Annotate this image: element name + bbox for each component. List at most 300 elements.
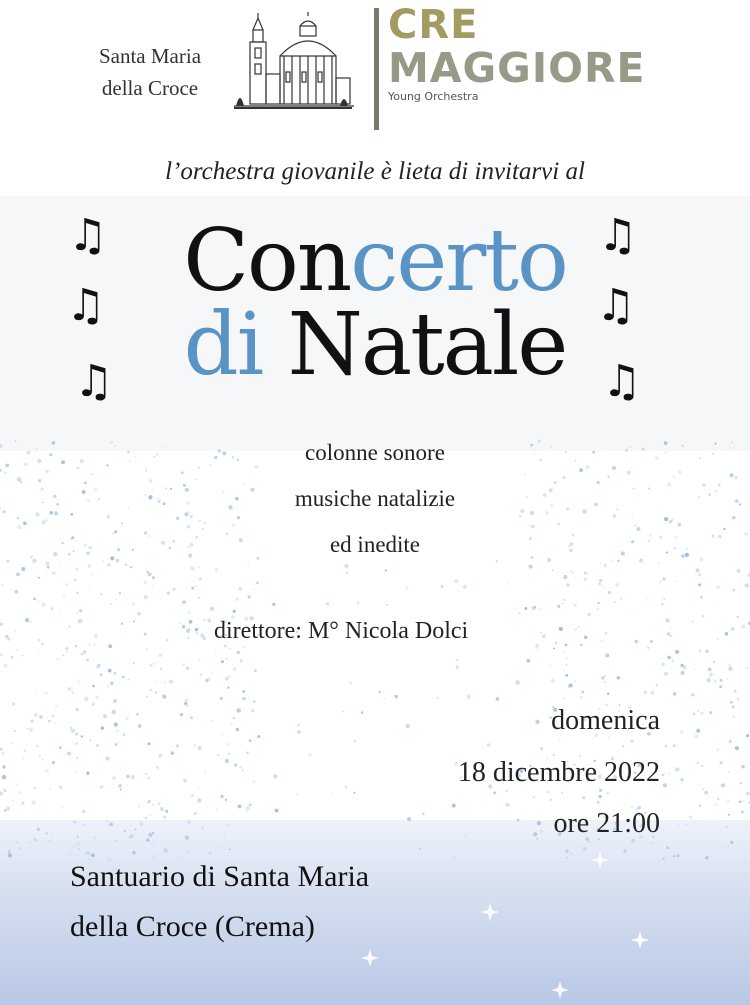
sparkle-dot	[350, 682, 352, 684]
sparkle-dot	[716, 638, 718, 640]
sparkle-dot	[176, 745, 178, 747]
sparkle-dot	[741, 625, 745, 629]
sparkle-dot	[702, 788, 704, 790]
sparkle-dot	[273, 774, 277, 778]
sparkle-dot	[121, 522, 123, 524]
sparkle-dot	[647, 599, 649, 601]
sparkle-dot	[212, 720, 213, 721]
sparkle-dot	[233, 610, 236, 613]
sparkle-dot	[130, 566, 132, 568]
sparkle-dot	[217, 754, 220, 757]
sparkle-dot	[493, 791, 496, 794]
sparkle-dot	[59, 786, 63, 790]
sparkle-dot	[689, 815, 693, 819]
sparkle-dot	[42, 520, 46, 524]
sparkle-dot	[531, 525, 535, 529]
sparkle-dot	[422, 813, 425, 816]
sparkle-dot	[549, 798, 552, 801]
sparkle-dot	[137, 612, 141, 616]
sparkle-dot	[83, 650, 87, 654]
sparkle-dot	[29, 728, 33, 732]
sparkle-dot	[186, 850, 189, 853]
sparkle-dot	[56, 658, 58, 660]
sparkle-dot	[728, 771, 730, 773]
sparkle-dot	[116, 559, 120, 563]
sparkle-dot	[67, 651, 68, 652]
sparkle-dot	[156, 766, 159, 769]
sparkle-dot	[588, 840, 591, 843]
title-line-2	[0, 295, 750, 395]
sparkle-dot	[148, 800, 151, 803]
sparkle-dot	[678, 824, 679, 825]
logo-cre: CRE	[388, 2, 479, 48]
title-line-1	[0, 211, 750, 311]
sparkle-dot	[454, 579, 458, 583]
sparkle-dot	[658, 562, 660, 564]
sparkle-dot	[229, 648, 230, 649]
sparkle-dot	[42, 478, 44, 480]
sparkle-dot	[713, 603, 715, 605]
sparkle-dot	[257, 735, 260, 738]
sparkle-dot	[12, 702, 15, 705]
sparkle-dot	[385, 569, 387, 571]
sparkle-dot	[714, 680, 717, 683]
sparkle-dot	[76, 771, 78, 773]
sparkle-dot	[563, 697, 565, 699]
sparkle-dot	[19, 792, 20, 793]
sparkle-dot	[667, 656, 671, 660]
sparkle-dot	[21, 802, 24, 805]
sparkle-dot	[221, 733, 223, 735]
event-day: domenica	[551, 705, 660, 736]
sparkle-dot	[146, 648, 148, 650]
music-note-icon: ♫	[74, 356, 114, 407]
sparkle-dot	[662, 774, 665, 777]
sparkle-dot	[62, 654, 64, 656]
sparkle-dot	[8, 853, 12, 857]
sparkle-dot	[238, 804, 242, 808]
sparkle-dot	[598, 602, 600, 604]
sparkle-dot	[215, 649, 217, 651]
sparkle-dot	[533, 797, 534, 798]
sparkle-dot	[38, 479, 41, 482]
sparkle-dot	[536, 838, 538, 840]
sparkle-dot	[605, 653, 609, 657]
title-di: di	[183, 295, 263, 395]
sparkle-dot	[721, 783, 725, 787]
sparkle-dot	[226, 658, 228, 660]
sparkle-dot	[253, 588, 255, 590]
sparkle-dot	[580, 696, 582, 698]
sparkle-dot	[220, 697, 223, 700]
sparkle-dot	[611, 560, 613, 562]
sparkle-dot	[0, 748, 2, 751]
sparkle-dot	[92, 703, 94, 705]
sparkle-dot	[75, 742, 78, 745]
sparkle-dot	[465, 835, 466, 836]
sparkle-dot	[202, 528, 203, 529]
logo-divider	[374, 8, 379, 130]
music-note-icon: ♫	[598, 210, 638, 261]
sparkle-dot	[694, 734, 698, 738]
sparkle-dot	[680, 778, 684, 782]
sparkle-dot	[678, 471, 681, 474]
sparkle-dot	[308, 753, 311, 756]
sparkle-dot	[623, 850, 626, 853]
sparkle-dot	[126, 775, 130, 779]
sparkle-dot	[33, 838, 37, 842]
sparkle-dot	[614, 601, 616, 603]
sparkle-dot	[572, 572, 573, 573]
sparkle-dot	[574, 628, 577, 631]
sparkle-dot	[0, 469, 2, 472]
sparkle-dot	[133, 603, 135, 605]
sparkle-dot	[727, 845, 728, 846]
sparkle-dot	[4, 472, 7, 475]
sparkle-dot	[183, 664, 185, 666]
sparkle-dot	[604, 681, 606, 683]
sparkle-dot	[563, 599, 565, 601]
sparkle-dot	[51, 607, 54, 610]
sparkle-dot	[622, 745, 624, 747]
sparkle-dot	[196, 632, 198, 634]
sparkle-dot	[608, 476, 610, 478]
sparkle-dot	[76, 835, 79, 838]
title-con: Con	[183, 211, 351, 311]
sparkle-dot	[52, 572, 55, 575]
sparkle-dot	[621, 598, 623, 600]
sparkle-dot	[532, 606, 536, 610]
sparkle-dot	[133, 597, 134, 598]
sparkle-dot	[694, 669, 695, 670]
sparkle-dot	[736, 569, 740, 573]
sparkle-dot	[227, 686, 230, 689]
sparkle-dot	[518, 612, 521, 615]
sparkle-dot	[71, 728, 75, 732]
sparkle-dot	[32, 559, 36, 563]
sparkle-dot	[661, 603, 663, 605]
sparkle-dot	[163, 815, 166, 818]
sparkle-dot	[58, 565, 60, 567]
sparkle-dot	[574, 680, 576, 682]
sparkle-dot	[95, 696, 98, 699]
sparkle-dot	[185, 699, 188, 702]
sparkle-dot	[353, 792, 355, 794]
sparkle-dot	[71, 513, 74, 516]
sparkle-dot	[496, 697, 500, 701]
sparkle-dot	[36, 512, 40, 516]
sparkle-dot	[133, 620, 135, 622]
sparkle-dot	[713, 661, 715, 663]
sparkle-dot	[225, 677, 229, 681]
sparkle-dot	[673, 855, 675, 857]
program-item: colonne sonore	[305, 440, 445, 465]
sparkle-dot	[650, 691, 654, 695]
sparkle-dot	[36, 745, 38, 747]
sparkle-dot	[73, 820, 76, 823]
sparkle-dot	[225, 799, 227, 801]
sparkle-dot	[555, 642, 557, 644]
sparkle-dot	[131, 775, 135, 779]
sparkle-dot	[540, 829, 544, 833]
sparkle-dot	[226, 823, 229, 826]
sparkle-dot	[663, 598, 665, 600]
sparkle-dot	[0, 791, 3, 795]
sparkle-dot	[599, 579, 602, 582]
sparkle-dot	[195, 479, 197, 481]
sparkle-dot	[115, 743, 118, 746]
sparkle-dot	[165, 810, 168, 813]
sparkle-dot	[197, 798, 201, 802]
sparkle-dot	[597, 609, 599, 611]
sparkle-dot	[533, 832, 537, 836]
sparkle-dot	[553, 647, 555, 649]
sparkle-dot	[615, 583, 618, 586]
sparkle-dot	[3, 789, 6, 792]
sparkle-dot	[570, 852, 573, 855]
sparkle-dot	[121, 623, 123, 625]
sparkle-dot	[662, 857, 665, 860]
sparkle-dot	[46, 470, 49, 473]
sparkle-dot	[176, 517, 179, 520]
sparkle-dot	[563, 476, 566, 479]
sparkle-dot	[711, 821, 713, 823]
sparkle-dot	[728, 814, 730, 816]
sparkle-dot	[146, 838, 150, 842]
sparkle-dot	[361, 711, 364, 714]
sparkle-dot	[529, 565, 533, 569]
sparkle-dot	[17, 517, 19, 519]
sparkle-dot	[597, 481, 600, 484]
sparkle-dot	[99, 673, 102, 676]
sparkle-dot	[700, 712, 703, 715]
sparkle-dot	[248, 565, 249, 566]
sparkle-dot	[236, 728, 239, 731]
sparkle-dot	[612, 466, 616, 470]
church-name	[70, 40, 230, 104]
music-note-icon: ♫	[68, 210, 108, 261]
sparkle-dot	[452, 804, 456, 808]
sparkle-dot	[226, 743, 229, 746]
sparkle-dot	[112, 776, 116, 780]
sparkle-dot	[187, 525, 191, 529]
sparkle-dot	[140, 823, 143, 826]
sparkle-dot	[0, 623, 3, 626]
sparkle-dot	[90, 740, 91, 741]
sparkle-dot	[107, 563, 110, 566]
sparkle-dot	[145, 469, 147, 471]
sparkle-dot	[118, 742, 119, 743]
sparkle-dot	[106, 820, 108, 822]
sparkle-dot	[153, 663, 154, 664]
sparkle-dot	[604, 632, 607, 635]
sparkle-dot	[75, 645, 77, 647]
sparkle-dot	[437, 697, 439, 699]
sparkle-dot	[235, 598, 239, 602]
sparkle-dot	[86, 659, 89, 662]
sparkle-dot	[18, 847, 21, 850]
sparkle-dot	[705, 650, 709, 654]
sparkle-dot	[737, 616, 739, 618]
sparkle-dot	[741, 765, 744, 768]
sparkle-dot	[185, 836, 189, 840]
sparkle-dot	[187, 820, 191, 824]
sparkle-dot	[159, 653, 163, 657]
sparkle-dot	[14, 730, 16, 732]
director: direttore: M° Nicola Dolci	[214, 618, 469, 644]
sparkle-dot	[16, 784, 18, 786]
sparkle-dot	[151, 843, 154, 846]
sparkle-dot	[732, 705, 736, 709]
sparkle-dot	[179, 623, 180, 624]
sparkle-dot	[214, 568, 218, 572]
sparkle-dot	[666, 846, 669, 849]
sparkle-dot	[16, 649, 17, 650]
sparkle-dot	[746, 792, 750, 796]
sparkle-dot	[406, 724, 410, 728]
sparkle-dot	[181, 471, 184, 474]
sparkle-dot	[564, 670, 565, 671]
sparkle-dot	[45, 769, 49, 773]
sparkle-dot	[666, 618, 670, 622]
sparkle-dot	[169, 680, 173, 684]
sparkle-dot	[720, 679, 723, 682]
sparkle-dot	[539, 609, 541, 611]
sparkle-dot	[158, 754, 162, 758]
sparkle-dot	[707, 678, 711, 682]
music-note-icon: ♫	[602, 356, 642, 407]
sparkle-dot	[17, 525, 21, 529]
sparkle-dot	[103, 714, 107, 718]
sparkle-dot	[65, 583, 67, 585]
sparkle-dot	[584, 578, 587, 581]
sparkle-dot	[38, 649, 40, 651]
sparkle-dot	[107, 515, 111, 519]
sparkle-dot	[746, 734, 749, 737]
sparkle-dot	[221, 758, 223, 760]
sparkle-dot	[745, 583, 749, 587]
sparkle-dot	[160, 667, 163, 670]
sparkle-dot	[225, 759, 229, 763]
title-certo: certo	[350, 211, 567, 311]
sparkle-dot	[79, 619, 83, 623]
sparkle-dot	[126, 632, 127, 633]
sparkle-dot	[219, 846, 221, 848]
sparkle-dot	[740, 782, 742, 784]
sparkle-dot	[630, 740, 633, 743]
sparkle-dot	[246, 810, 248, 812]
sparkle-dot	[36, 689, 38, 691]
sparkle-dot	[571, 570, 573, 572]
sparkle-dot	[734, 476, 737, 479]
sparkle-dot	[49, 788, 50, 789]
sparkle-dot	[112, 710, 116, 714]
sparkle-dot	[647, 647, 649, 649]
title-natale: Natale	[287, 295, 567, 395]
sparkle-dot	[200, 673, 202, 675]
sparkle-dot	[116, 599, 117, 600]
sparkle-dot	[238, 587, 242, 591]
sparkle-dot	[578, 626, 580, 628]
sparkle-dot	[173, 588, 176, 591]
sparkle-dot	[537, 648, 539, 650]
sparkle-dot	[467, 695, 471, 699]
sparkle-dot	[331, 792, 332, 793]
sparkle-dot	[98, 664, 101, 667]
sparkle-dot	[37, 828, 40, 831]
sparkle-dot	[34, 787, 36, 789]
sparkle-dot	[598, 582, 601, 585]
sparkle-dot	[634, 640, 638, 644]
sparkle-dot	[246, 806, 250, 810]
sparkle-dot	[326, 602, 329, 605]
sparkle-dot	[198, 786, 200, 788]
sparkle-dot	[76, 591, 79, 594]
sparkle-dot	[86, 851, 90, 855]
sparkle-dot	[91, 473, 93, 475]
sparkle-dot	[12, 742, 13, 743]
sparkle-dot	[604, 586, 605, 587]
sparkle-dot	[119, 592, 121, 594]
sparkle-dot	[599, 795, 602, 798]
sparkle-dot	[78, 681, 80, 683]
sparkle-dot	[45, 519, 47, 521]
sparkle-dot	[540, 747, 543, 750]
sparkle-dot	[704, 791, 708, 795]
sparkle-dot	[507, 583, 509, 585]
sparkle-dot	[21, 615, 22, 616]
sparkle-dot	[2, 584, 4, 586]
star-glint	[361, 949, 379, 967]
sparkle-dot	[206, 678, 210, 682]
sparkle-dot	[110, 669, 111, 670]
sparkle-dot	[88, 565, 91, 568]
sparkle-dot	[75, 708, 78, 711]
sparkle-dot	[144, 817, 147, 820]
event-date: 18 dicembre 2022	[457, 757, 660, 788]
sparkle-dot	[526, 659, 530, 663]
sparkle-dot	[253, 781, 256, 784]
sparkle-dot	[728, 667, 732, 671]
sparkle-dot	[28, 516, 29, 517]
sparkle-dot	[244, 646, 245, 647]
sparkle-dot	[153, 855, 156, 858]
sparkle-dot	[48, 720, 51, 723]
sparkle-dot	[130, 834, 134, 838]
sparkle-dot	[297, 730, 301, 734]
sparkle-dot	[242, 690, 245, 693]
sparkle-dot	[599, 789, 602, 792]
sparkle-dot	[357, 601, 359, 603]
sparkle-dot	[256, 581, 259, 584]
sparkle-dot	[237, 708, 241, 712]
sparkle-dot	[152, 576, 155, 579]
sparkle-dot	[81, 653, 83, 655]
sparkle-dot	[34, 712, 38, 716]
sparkle-dot	[88, 586, 89, 587]
sparkle-dot	[639, 559, 643, 563]
sparkle-dot	[296, 794, 297, 795]
sparkle-dot	[91, 574, 93, 576]
sparkle-dot	[191, 587, 194, 590]
sparkle-dot	[70, 852, 72, 854]
sparkle-dot	[240, 659, 243, 662]
sparkle-dot	[721, 476, 722, 477]
sparkle-dot	[727, 678, 729, 680]
star-glint	[631, 931, 649, 949]
sparkle-dot	[0, 654, 2, 656]
invite-text: l’orchestra giovanile è lieta di invitarvi al	[165, 158, 585, 185]
